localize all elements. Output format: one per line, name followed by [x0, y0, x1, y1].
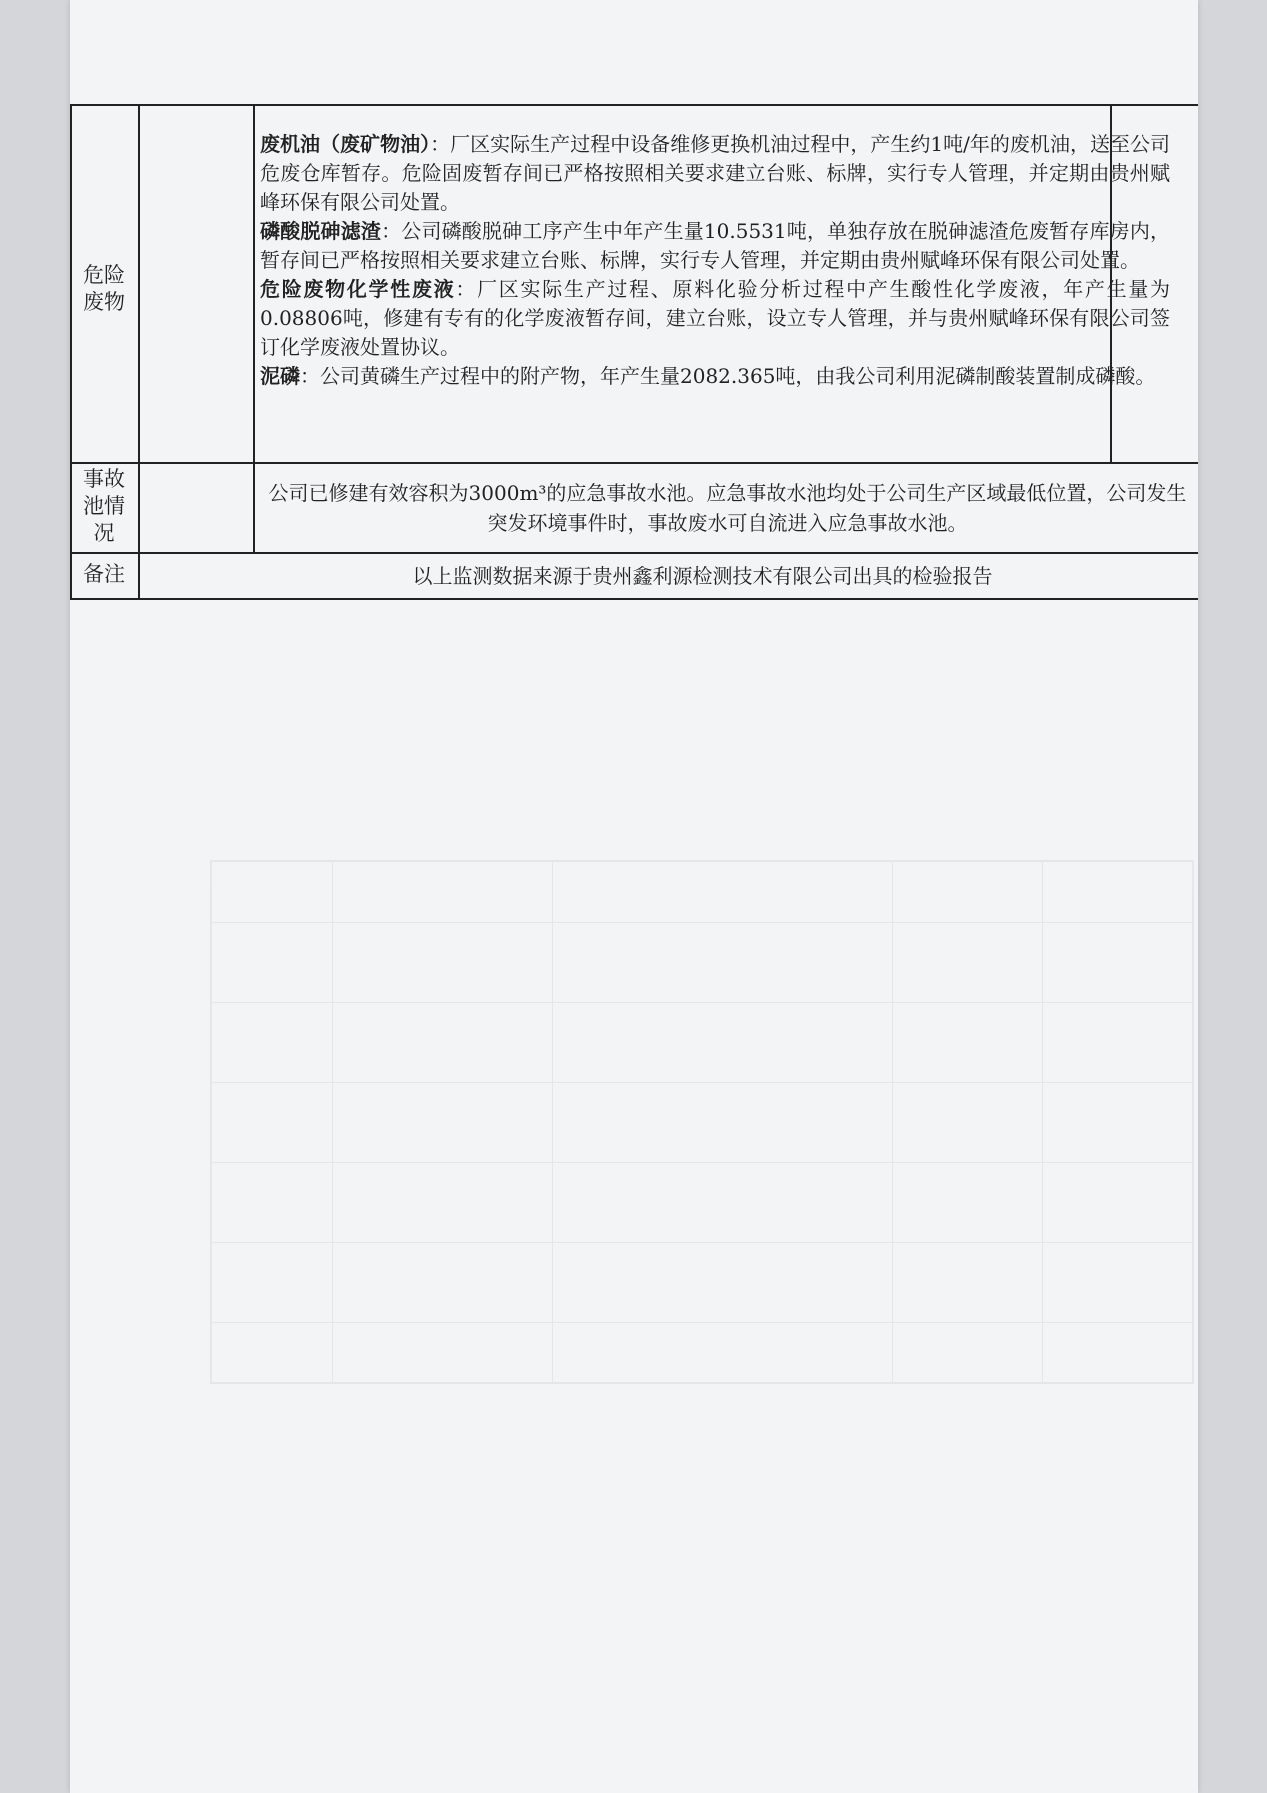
- chemical-waste-liquid-title: 危险废物化学性废液: [260, 277, 456, 301]
- phosphorus-sludge-title: 泥磷: [260, 364, 300, 388]
- waste-oil-item: 废机油（废矿物油）：厂区实际生产过程中设备维修更换机油过程中，产生约1吨/年的废机油，送至公司危废仓库暂存。危险固废暂存间已严格按照相关要求建立台账、标牌，实行专人管理，并定期由贵州赋峰环保有限公司处置。: [260, 132, 1171, 214]
- waste-oil-text: 厂区实际生产过程中设备维修更换机油过程中，产生约1吨/年的废机油，送至公司危废仓库暂存。危险固废暂存间已严格按照相关要求建立台账、标牌，实行专人管理，并定期由贵州赋峰环保有限公司处置。: [260, 132, 1171, 214]
- bleed-through-shadow: [210, 860, 1194, 1384]
- waste-oil-title: 废机油（废矿物油）: [260, 132, 431, 156]
- arsenic-residue-title: 磷酸脱砷滤渣: [260, 219, 382, 243]
- arsenic-residue-item: 磷酸脱砷滤渣：公司磷酸脱砷工序产生中年产生量10.5531吨，单独存放在脱砷滤渣危废暂存库房内，暂存间已严格按照相关要求建立台账、标牌，实行专人管理，并定期由贵州赋峰环保有限公司处置。: [260, 219, 1171, 272]
- accident-pool-label: 事故池情况: [83, 467, 125, 545]
- chemical-waste-liquid-text: 厂区实际生产过程、原料化验分析过程中产生酸性化学废液，年产生量为0.08806吨，修建有专有的化学废液暂存间，建立台账，设立专人管理，并与贵州赋峰环保有限公司签订化学废液处置协议。: [260, 277, 1171, 359]
- accident-pool-content: 公司已修建有效容积为3000m³的应急事故水池。应急事故水池均处于公司生产区域最低位置，公司发生突发环境事件时，事故废水可自流进入应急事故水池。: [268, 481, 1187, 535]
- phosphorus-sludge-text: 公司黄磷生产过程中的附产物，年产生量2082.365吨，由我公司利用泥磷制酸装置制成磷酸。: [320, 364, 1156, 388]
- hazardous-waste-content: [260, 130, 1170, 391]
- remark-label: 备注: [83, 562, 125, 586]
- chemical-waste-liquid-item: 危险废物化学性废液：厂区实际生产过程、原料化验分析过程中产生酸性化学废液，年产生量为0.08806吨，修建有专有的化学废液暂存间，建立台账，设立专人管理，并与贵州赋峰环保有限公司签订化学废液处置协议。: [260, 277, 1171, 359]
- document-page: [70, 0, 1198, 1793]
- arsenic-residue-text: 公司磷酸脱砷工序产生中年产生量10.5531吨，单独存放在脱砷滤渣危废暂存库房内，暂存间已严格按照相关要求建立台账、标牌，实行专人管理，并定期由贵州赋峰环保有限公司处置。: [260, 219, 1171, 272]
- remark-content: 以上监测数据来源于贵州鑫利源检测技术有限公司出具的检验报告: [412, 564, 993, 588]
- hazardous-waste-label: 危险废物: [83, 263, 125, 314]
- phosphorus-sludge-item: 泥磷：公司黄磷生产过程中的附产物，年产生量2082.365吨，由我公司利用泥磷制酸装置制成磷酸。: [260, 364, 1156, 388]
- environment-info-table: [70, 0, 1198, 600]
